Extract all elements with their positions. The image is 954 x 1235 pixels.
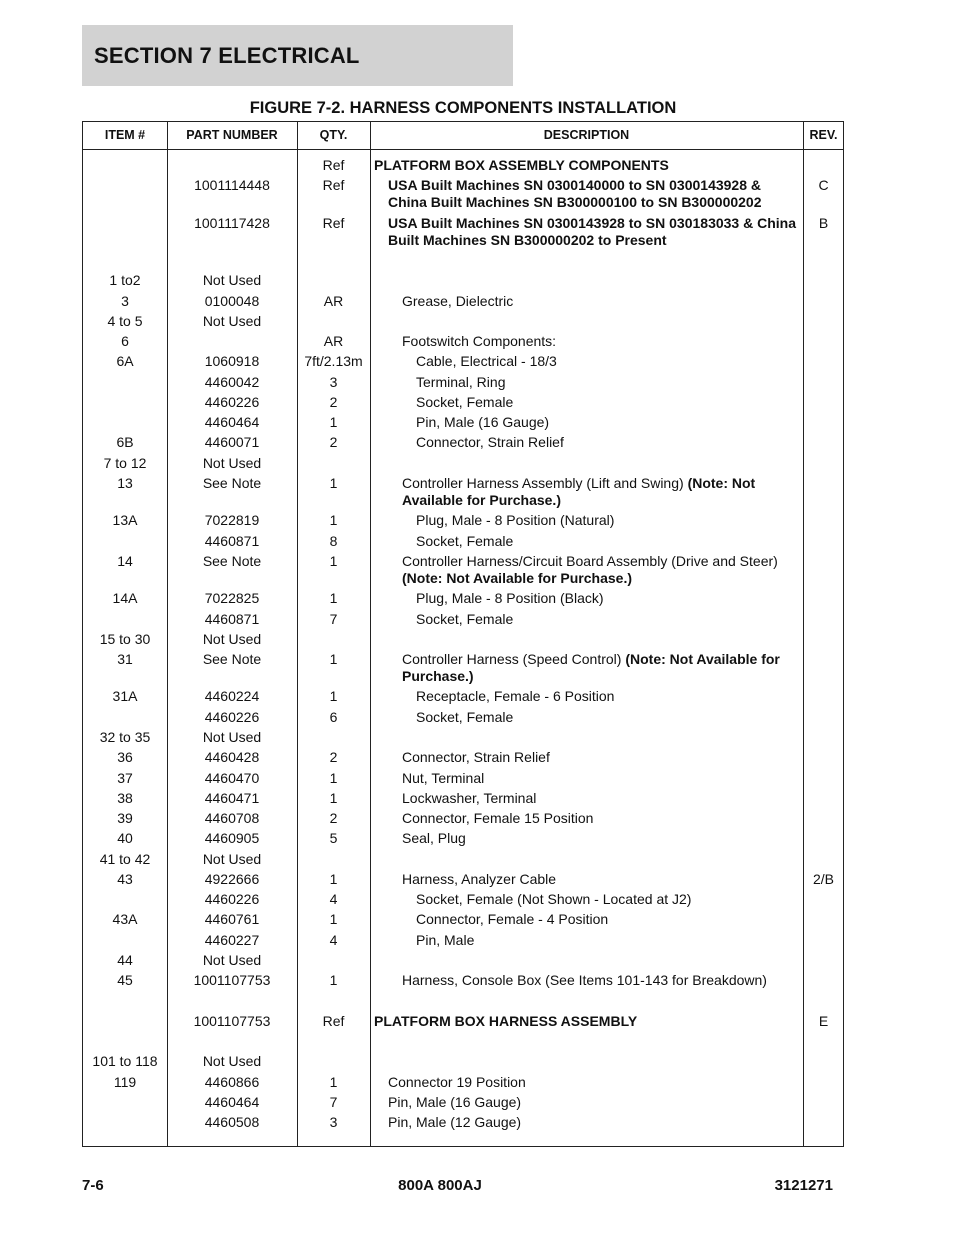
- description-cell: [416, 911, 797, 928]
- part-number-cell: 4460042: [204, 374, 260, 390]
- description-text: Controller Harness (Speed Control): [402, 651, 626, 667]
- description-text: Lockwasher, Terminal: [402, 790, 537, 806]
- header-part-number: PART NUMBER: [186, 128, 278, 142]
- description-text: Terminal, Ring: [416, 374, 506, 390]
- item-number-cell: 13: [117, 475, 133, 491]
- qty-cell: 7: [329, 611, 338, 627]
- item-number-cell: 31: [117, 651, 133, 667]
- part-number-cell: 4460226: [204, 709, 260, 725]
- qty-cell: 5: [329, 830, 338, 846]
- qty-cell: 1: [329, 512, 338, 528]
- description-cell: [388, 177, 797, 211]
- part-number-cell: 4460224: [204, 688, 260, 704]
- description-text: PLATFORM BOX ASSEMBLY COMPONENTS: [374, 157, 669, 173]
- part-number-cell: 1060918: [204, 353, 260, 369]
- qty-cell: AR: [323, 333, 344, 349]
- qty-cell: Ref: [322, 215, 345, 231]
- description-cell: [416, 709, 797, 726]
- description-cell: [416, 688, 797, 705]
- item-number-cell: 43: [117, 871, 133, 887]
- description-text: (Note: Not Available for Purchase.): [402, 475, 756, 508]
- part-number-cell: 4460470: [204, 770, 260, 786]
- part-number-cell: 4460464: [204, 414, 260, 430]
- part-number-cell: See Note: [202, 475, 262, 491]
- part-number-cell: 4460428: [204, 749, 260, 765]
- item-number-cell: 32 to 35: [99, 729, 151, 745]
- item-number-cell: 40: [117, 830, 133, 846]
- footer-model: 800A 800AJ: [398, 1177, 482, 1194]
- description-cell: [374, 1013, 797, 1030]
- description-text: Connector, Female 15 Position: [402, 810, 594, 826]
- qty-cell: 7ft/2.13m: [304, 353, 363, 369]
- qty-cell: 1: [329, 475, 338, 491]
- description-cell: [416, 891, 797, 908]
- qty-cell: 1: [329, 414, 338, 430]
- description-text: Nut, Terminal: [402, 770, 485, 786]
- item-number-cell: 6: [121, 333, 129, 349]
- part-number-cell: 4460471: [204, 790, 260, 806]
- part-number-cell: 7022819: [204, 512, 260, 528]
- description-text: Connector, Strain Relief: [416, 434, 564, 450]
- part-number-cell: 1001117428: [194, 215, 270, 231]
- description-text: Footswitch Components:: [402, 333, 557, 349]
- item-number-cell: 38: [117, 790, 133, 806]
- description-cell: [416, 434, 797, 451]
- item-number-cell: 13A: [112, 512, 138, 528]
- rev-cell: 2/B: [812, 871, 834, 887]
- description-text: Pin, Male (16 Gauge): [388, 1094, 522, 1110]
- part-number-cell: Not Used: [202, 851, 262, 867]
- part-number-cell: Not Used: [202, 631, 262, 647]
- qty-cell: 1: [329, 1074, 338, 1090]
- description-text: Pin, Male: [416, 932, 475, 948]
- footer-doc-number: 3121271: [774, 1177, 833, 1194]
- description-text: Harness, Console Box (See Items 101-143 for Breakdown): [402, 972, 767, 988]
- parts-table: [82, 121, 844, 1147]
- item-number-cell: 119: [113, 1074, 137, 1090]
- part-number-cell: Not Used: [202, 1053, 262, 1069]
- item-number-cell: 3: [121, 293, 129, 309]
- header-rev: REV.: [809, 128, 838, 142]
- description-cell: [416, 414, 797, 431]
- header-divider: [83, 149, 843, 150]
- description-text: Plug, Male - 8 Position (Natural): [416, 512, 615, 528]
- qty-cell: 3: [329, 1114, 338, 1130]
- description-cell: [402, 553, 797, 587]
- item-number-cell: 6A: [116, 353, 134, 369]
- rev-cell: E: [818, 1013, 829, 1029]
- description-cell: [416, 512, 797, 529]
- part-number-cell: 0100048: [204, 293, 260, 309]
- column-divider: [803, 122, 804, 1146]
- description-cell: [402, 651, 797, 685]
- description-text: Connector, Female - 4 Position: [416, 911, 609, 927]
- rev-cell: B: [818, 215, 829, 231]
- item-number-cell: 43A: [112, 911, 138, 927]
- rev-cell: C: [818, 177, 829, 193]
- section-header: [82, 25, 513, 86]
- description-text: (Note: Not Available for Purchase.): [402, 570, 633, 586]
- qty-cell: 8: [329, 533, 338, 549]
- qty-cell: 2: [329, 394, 338, 410]
- qty-cell: 7: [329, 1094, 338, 1110]
- description-text: Cable, Electrical - 18/3: [416, 353, 557, 369]
- part-number-cell: 4460871: [204, 611, 260, 627]
- description-cell: [388, 1074, 797, 1091]
- section-title: SECTION 7 ELECTRICAL: [94, 42, 360, 68]
- part-number-cell: Not Used: [202, 952, 262, 968]
- part-number-cell: 4460708: [204, 810, 260, 826]
- part-number-cell: Not Used: [202, 272, 262, 288]
- description-text: Socket, Female: [416, 611, 514, 627]
- item-number-cell: 36: [117, 749, 133, 765]
- part-number-cell: 4460866: [204, 1074, 260, 1090]
- qty-cell: AR: [323, 293, 344, 309]
- description-text: Grease, Dielectric: [402, 293, 514, 309]
- part-number-cell: Not Used: [202, 729, 262, 745]
- qty-cell: 4: [329, 932, 338, 948]
- description-text: Harness, Analyzer Cable: [402, 871, 557, 887]
- description-cell: [402, 293, 797, 310]
- qty-cell: Ref: [322, 1013, 345, 1029]
- figure-title: FIGURE 7-2. HARNESS COMPONENTS INSTALLATION: [249, 99, 677, 117]
- description-cell: [416, 932, 797, 949]
- qty-cell: 4: [329, 891, 338, 907]
- qty-cell: Ref: [322, 177, 345, 193]
- item-number-cell: 15 to 30: [99, 631, 151, 647]
- item-number-cell: 39: [117, 810, 133, 826]
- part-number-cell: 4460508: [204, 1114, 260, 1130]
- item-number-cell: 7 to 12: [103, 455, 147, 471]
- description-text: Receptacle, Female - 6 Position: [416, 688, 615, 704]
- description-cell: [402, 871, 797, 888]
- description-text: Connector, Strain Relief: [402, 749, 550, 765]
- description-cell: [402, 972, 797, 989]
- item-number-cell: 31A: [112, 688, 138, 704]
- description-cell: [416, 394, 797, 411]
- description-text: Plug, Male - 8 Position (Black): [416, 590, 604, 606]
- item-number-cell: 44: [117, 952, 133, 968]
- qty-cell: 1: [329, 770, 338, 786]
- qty-cell: 1: [329, 651, 338, 667]
- description-cell: [402, 790, 797, 807]
- description-cell: [416, 374, 797, 391]
- item-number-cell: 4 to 5: [107, 313, 143, 329]
- description-cell: [402, 749, 797, 766]
- column-divider: [297, 122, 298, 1146]
- part-number-cell: 4460761: [204, 911, 260, 927]
- part-number-cell: 7022825: [204, 590, 260, 606]
- part-number-cell: Not Used: [202, 313, 262, 329]
- item-number-cell: 41 to 42: [99, 851, 151, 867]
- description-text: USA Built Machines SN 0300143928 to SN 030183033 & China Built Machines SN B300000202 to Present: [388, 215, 796, 248]
- qty-cell: 1: [329, 790, 338, 806]
- part-number-cell: 4460905: [204, 830, 260, 846]
- description-text: Connector 19 Position: [388, 1074, 526, 1090]
- qty-cell: 1: [329, 688, 338, 704]
- description-text: Controller Harness/Circuit Board Assembly (Drive and Steer): [402, 553, 778, 569]
- part-number-cell: 1001107753: [193, 1013, 271, 1029]
- part-number-cell: 4922666: [204, 871, 260, 887]
- description-cell: [388, 1114, 797, 1131]
- item-number-cell: 14: [117, 553, 133, 569]
- qty-cell: 2: [329, 749, 338, 765]
- description-cell: [402, 475, 797, 509]
- description-cell: [402, 810, 797, 827]
- qty-cell: 1: [329, 871, 338, 887]
- footer-page-number: 7-6: [82, 1177, 104, 1194]
- part-number-cell: See Note: [202, 651, 262, 667]
- part-number-cell: 1001114448: [194, 177, 270, 193]
- description-cell: [416, 590, 797, 607]
- description-text: Pin, Male (12 Gauge): [388, 1114, 522, 1130]
- item-number-cell: 1 to2: [109, 272, 141, 288]
- description-text: Socket, Female (Not Shown - Located at J2): [416, 891, 692, 907]
- part-number-cell: 4460226: [204, 394, 260, 410]
- qty-cell: Ref: [322, 157, 345, 173]
- part-number-cell: See Note: [202, 553, 262, 569]
- qty-cell: 1: [329, 553, 338, 569]
- description-text: Socket, Female: [416, 533, 514, 549]
- header-description: DESCRIPTION: [543, 128, 630, 142]
- description-cell: [416, 353, 797, 370]
- header-qty: QTY.: [319, 128, 348, 142]
- item-number-cell: 6B: [116, 434, 134, 450]
- part-number-cell: Not Used: [202, 455, 262, 471]
- part-number-cell: 4460226: [204, 891, 260, 907]
- part-number-cell: 4460071: [204, 434, 260, 450]
- description-text: USA Built Machines SN 0300140000 to SN 0300143928 & China Built Machines SN B300000100 to SN B300000202: [388, 177, 762, 210]
- qty-cell: 2: [329, 434, 338, 450]
- description-cell: [388, 215, 797, 249]
- part-number-cell: 4460464: [204, 1094, 260, 1110]
- header-item: ITEM #: [104, 128, 146, 142]
- description-text: PLATFORM BOX HARNESS ASSEMBLY: [374, 1013, 638, 1029]
- qty-cell: 1: [329, 911, 338, 927]
- qty-cell: 6: [329, 709, 338, 725]
- qty-cell: 1: [329, 972, 338, 988]
- qty-cell: 1: [329, 590, 338, 606]
- description-text: Pin, Male (16 Gauge): [416, 414, 550, 430]
- part-number-cell: 4460871: [204, 533, 260, 549]
- description-cell: [374, 157, 797, 174]
- item-number-cell: 45: [117, 972, 133, 988]
- column-divider: [370, 122, 371, 1146]
- part-number-cell: 4460227: [204, 932, 260, 948]
- description-text: Socket, Female: [416, 709, 514, 725]
- item-number-cell: 101 to 118: [92, 1053, 158, 1069]
- description-cell: [388, 1094, 797, 1111]
- description-text: Seal, Plug: [402, 830, 466, 846]
- description-text: Socket, Female: [416, 394, 514, 410]
- description-cell: [416, 611, 797, 628]
- description-text: Controller Harness Assembly (Lift and Swing): [402, 475, 688, 491]
- qty-cell: 2: [329, 810, 338, 826]
- qty-cell: 3: [329, 374, 338, 390]
- part-number-cell: 1001107753: [193, 972, 271, 988]
- description-cell: [402, 770, 797, 787]
- description-text: (Note: Not Available for Purchase.): [402, 651, 780, 684]
- description-cell: [416, 533, 797, 550]
- description-cell: [402, 333, 797, 350]
- description-cell: [402, 830, 797, 847]
- item-number-cell: 14A: [112, 590, 138, 606]
- item-number-cell: 37: [117, 770, 133, 786]
